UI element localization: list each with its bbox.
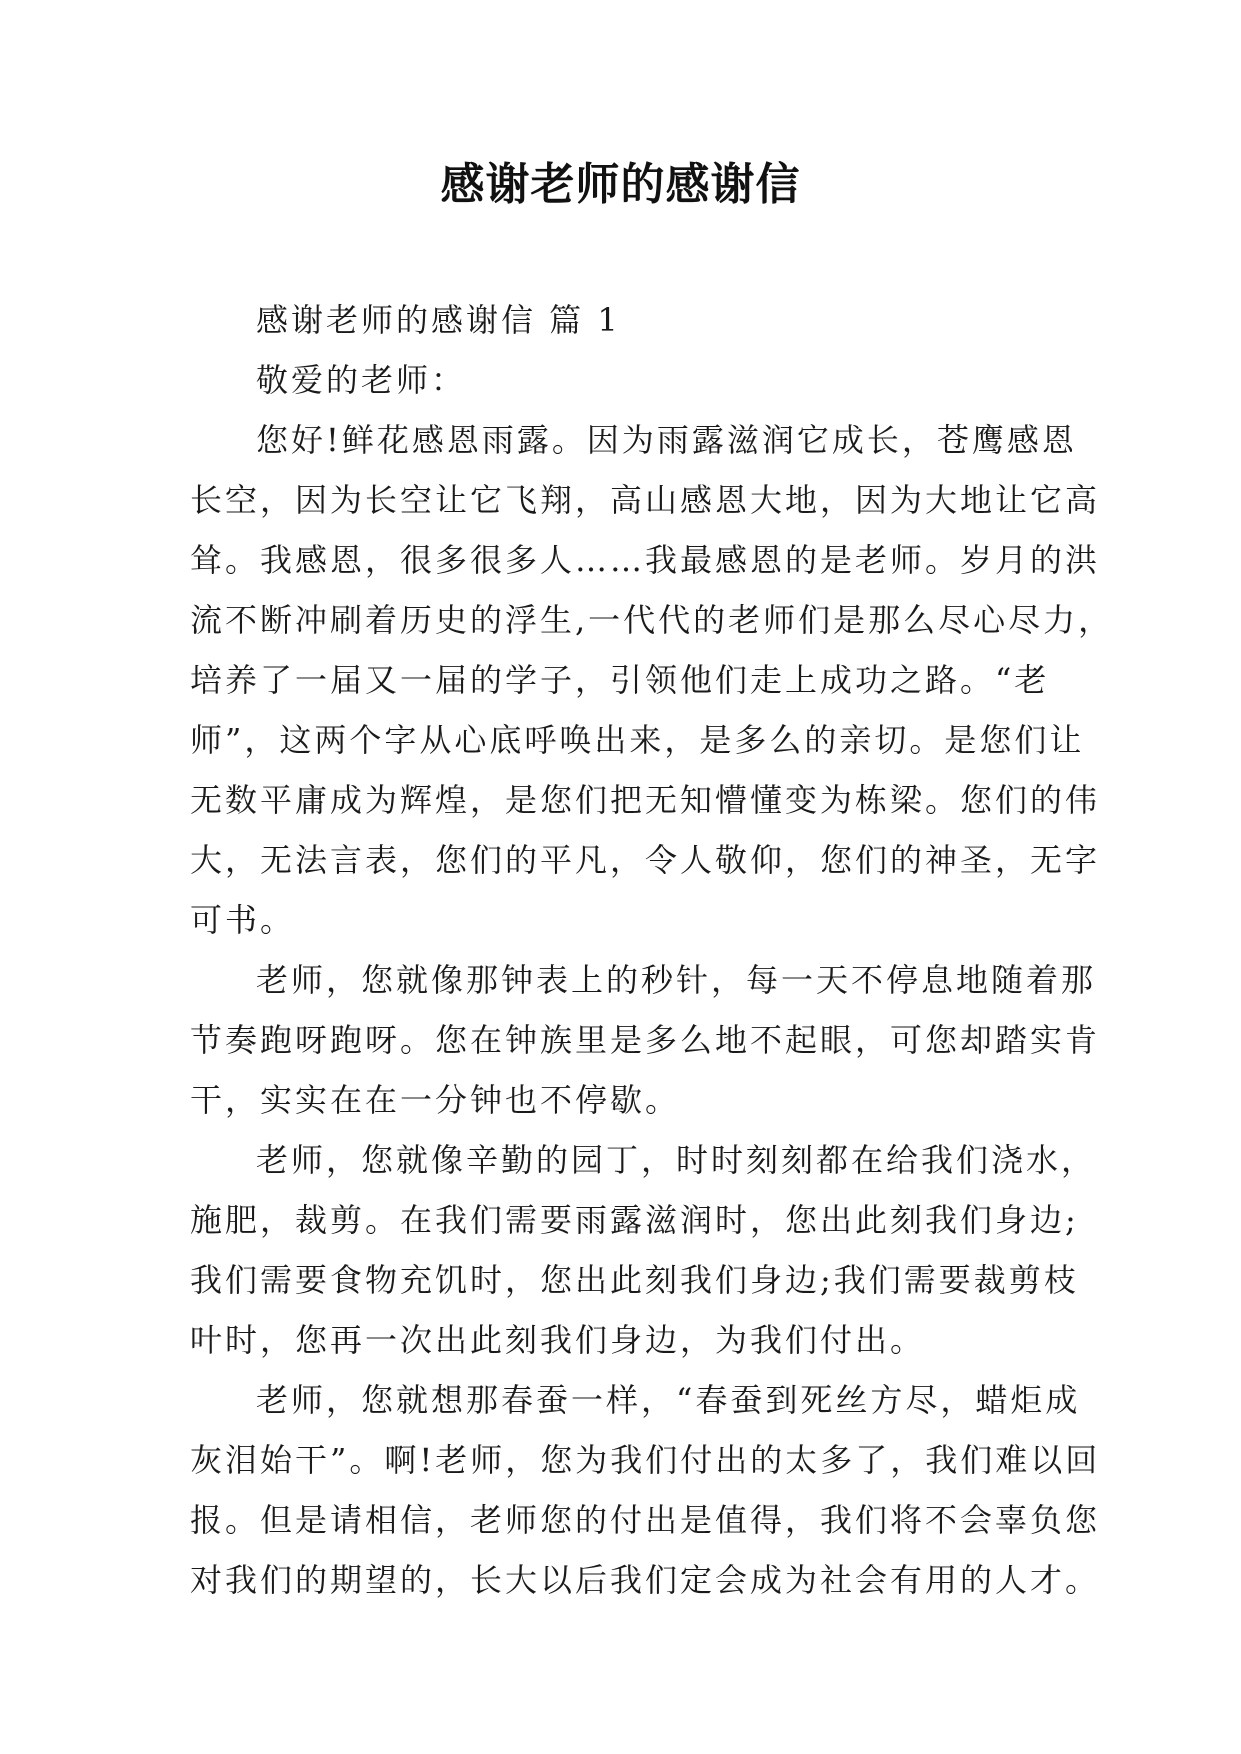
paragraph-line: 老师，您就像那钟表上的秒针，每一天不停息地随着那 [256,961,1097,999]
document-title: 感谢老师的感谢信 [440,159,801,210]
paragraph-line: 干，实实在在一分钟也不停歇。 [190,1081,681,1119]
paragraph-4 [190,1370,1101,1610]
document-body [190,290,1114,1610]
paragraph-line: 施肥，裁剪。在我们需要雨露滋润时，您出此刻我们身边; [190,1201,1079,1239]
paragraph-line: 培养了一届又一届的学子，引领他们走上成功之路。“老 [190,661,1050,699]
paragraph-line: 您好!鲜花感恩雨露。因为雨露滋润它成长，苍鹰感恩 [256,421,1077,459]
paragraph-line: 老师，您就想那春蚕一样，“春蚕到死丝方尽，蜡炬成 [256,1381,1081,1419]
paragraph-line: 报。但是请相信，老师您的付出是值得，我们将不会辜负您 [190,1501,1101,1539]
paragraph-1 [190,410,1114,950]
paragraph-line: 灰泪始干”。啊!老师，您为我们付出的太多了，我们难以回 [190,1441,1101,1479]
paragraph-line: 长空，因为长空让它飞翔，高山感恩大地，因为大地让它高 [190,481,1101,519]
paragraph-line: 大，无法言表，您们的平凡，令人敬仰，您们的神圣，无字 [190,841,1101,879]
paragraph-2 [190,950,1101,1130]
paragraph-line: 叶时，您再一次出此刻我们身边，为我们付出。 [190,1321,926,1359]
paragraph-line: 对我们的期望的，长大以后我们定会成为社会有用的人才。 [190,1561,1101,1599]
salutation: 敬爱的老师： [256,361,467,399]
paragraph-line: 流不断冲刷着历史的浮生,一代代的老师们是那么尽心尽力， [190,601,1114,639]
paragraph-line: 可书。 [190,901,296,939]
document-subtitle: 感谢老师的感谢信 篇 1 [256,301,621,339]
paragraph-line: 我们需要食物充饥时，您出此刻我们身边;我们需要裁剪枝 [190,1261,1079,1299]
paragraph-line: 师”，这两个字从心底呼唤出来，是多么的亲切。是您们让 [190,721,1085,759]
paragraph-line: 耸。我感恩，很多很多人……我最感恩的是老师。岁月的洪 [190,541,1101,579]
paragraph-line: 无数平庸成为辉煌，是您们把无知懵懂变为栋梁。您们的伟 [190,781,1101,819]
paragraph-3 [190,1130,1097,1370]
paragraph-line: 老师，您就像辛勤的园丁，时时刻刻都在给我们浇水， [256,1141,1097,1179]
paragraph-line: 节奏跑呀跑呀。您在钟族里是多么地不起眼，可您却踏实肯 [190,1021,1101,1059]
